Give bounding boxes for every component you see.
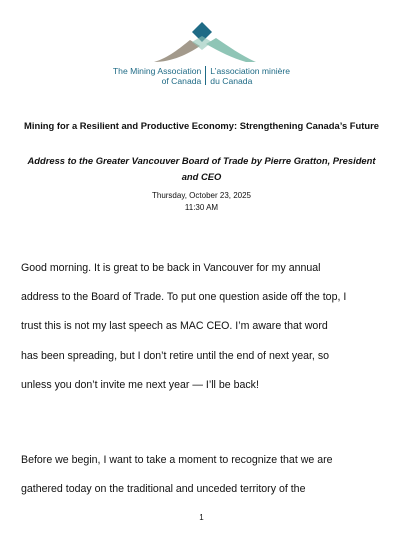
org-name-english xyxy=(113,66,201,86)
paragraph-line: Before we begin, I want to take a moment to recognize that we are xyxy=(21,454,333,466)
paragraph-line: unless you don’t invite me next year — I’ll be back! xyxy=(21,378,259,391)
org-name-french xyxy=(210,66,290,86)
speech-time: 11:30 AM xyxy=(184,203,219,212)
org-name-divider xyxy=(205,66,206,85)
paragraph-line: Good morning. It is great to be back in Vancouver for my annual xyxy=(21,262,321,274)
org-name-fr-line: du Canada xyxy=(210,76,253,86)
organization-names xyxy=(0,66,403,86)
paragraph-line: address to the Board of Trade. To put one question aside off the top, I xyxy=(21,291,347,304)
document-title: Mining for a Resilient and Productive Economy: Strengthening Canada’s Future xyxy=(24,120,379,131)
speech-date: Thursday, October 23, 2025 xyxy=(151,191,252,200)
mining-association-logo xyxy=(150,20,260,66)
paragraph-line: trust this is not my last speech as MAC CEO. I’m aware that word xyxy=(21,320,328,333)
document-subtitle: Address to the Greater Vancouver Board of Trade by Pierre Gratton, President and CEO xyxy=(27,155,376,182)
logo-left-mountain xyxy=(154,40,200,62)
org-name-fr-line: L’association minière xyxy=(210,66,291,76)
org-name-en-line: The Mining Association xyxy=(112,66,202,76)
logo-right-mountain xyxy=(206,38,256,62)
page-number: 1 xyxy=(199,513,204,522)
body-paragraph xyxy=(21,446,386,504)
body-paragraph xyxy=(21,254,386,400)
paragraph-line: gathered today on the traditional and unceded territory of the xyxy=(21,483,306,496)
paragraph-line: has been spreading, but I don’t retire until the end of next year, so xyxy=(21,349,330,362)
org-name-en-line: of Canada xyxy=(161,76,202,86)
